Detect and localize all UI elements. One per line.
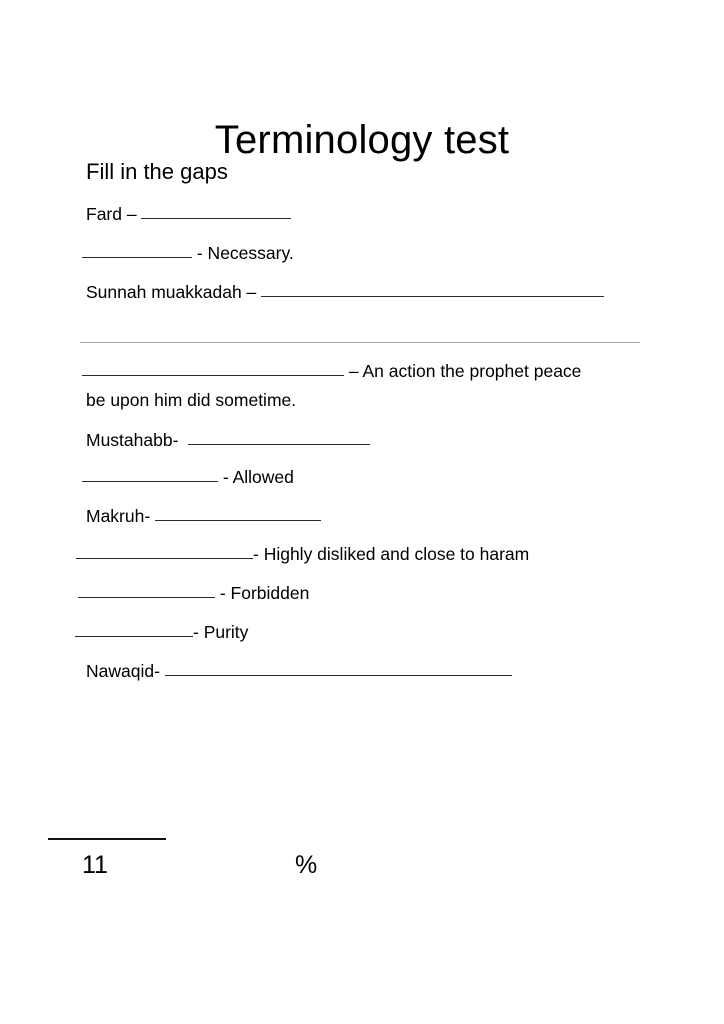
gap-line — [86, 659, 512, 683]
answer-blank[interactable] — [261, 282, 604, 297]
gap-label: – An action the prophet peace — [344, 361, 582, 381]
gap-label: - Purity — [193, 622, 249, 642]
answer-blank[interactable] — [82, 243, 192, 258]
answer-blank[interactable] — [75, 622, 193, 637]
percent-symbol: % — [295, 851, 318, 879]
answer-blank[interactable] — [188, 430, 370, 445]
gap-line — [82, 359, 581, 383]
gap-label: Sunnah muakkadah – — [86, 282, 262, 302]
instruction-heading: Fill in the gaps — [86, 159, 228, 184]
score-rule — [48, 838, 166, 840]
score-value: 11 — [82, 851, 108, 879]
gap-line — [76, 542, 529, 566]
answer-blank[interactable] — [165, 661, 512, 676]
answer-blank[interactable] — [155, 506, 321, 521]
gap-label: Nawaqid- — [86, 661, 165, 681]
gap-label: Mustahabb- — [86, 430, 189, 450]
gap-line — [86, 202, 291, 226]
gap-label: - Allowed — [218, 467, 294, 487]
gap-label: Fard – — [86, 204, 142, 224]
gap-label: - Forbidden — [215, 583, 310, 603]
gap-label: Makruh- — [86, 506, 156, 526]
gap-line — [86, 504, 321, 528]
page-title: Terminology test — [214, 117, 510, 162]
gap-line — [82, 241, 294, 265]
answer-blank[interactable] — [141, 204, 291, 219]
answer-blank[interactable] — [78, 583, 215, 598]
gap-line — [86, 428, 370, 452]
paragraph-continuation: be upon him did sometime. — [86, 390, 297, 410]
gap-line — [86, 280, 604, 304]
answer-blank[interactable] — [82, 467, 218, 482]
gap-line — [75, 620, 248, 644]
answer-blank[interactable] — [82, 361, 344, 376]
horizontal-separator — [80, 342, 640, 343]
gap-label: - Highly disliked and close to haram — [253, 544, 530, 564]
gap-label: - Necessary. — [192, 243, 294, 263]
answer-blank[interactable] — [76, 544, 253, 559]
gap-line — [78, 581, 309, 605]
gap-line — [82, 465, 294, 489]
